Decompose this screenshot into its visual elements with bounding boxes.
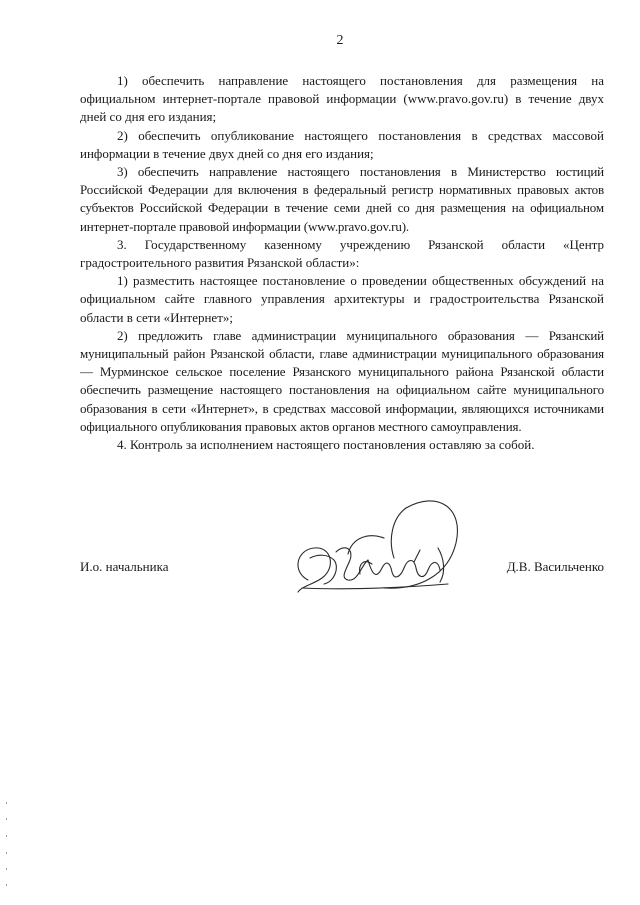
paragraph-ministry-of-justice: 3) обеспечить направление настоящего постановления в Министерство юстиций Российской Федерации для включения в федеральный регистр нормативных правовых актов субъектов Российской Федерации в течение семи дней со дня размещения на официальном интернет-портале правовой информации (www.pravo.gov.ru). [80,164,604,234]
signature-block [80,558,604,578]
document-body [80,72,604,454]
paragraph-item-3: 3. Государственному казенному учреждению Рязанской области «Центр градостроительного развития Рязанской области»: [80,236,604,271]
page-number: 2 [336,33,344,48]
scan-margin-marks [4,800,10,905]
paragraph-publication-portal: 1) обеспечить направление настоящего постановления для размещения на официальном интернет-портале правовой информации (www.pravo.gov.ru) в течение двух дней со дня его издания; [80,73,604,125]
paragraph-publication-media: 2) обеспечить опубликование настоящего постановления в средствах массовой информации в течение двух дней со дня его издания; [80,127,604,161]
handwritten-signature [288,488,468,603]
signatory-title: И.о. начальника [80,559,169,574]
paragraph-post-on-website: 1) разместить настоящее постановление о проведении общественных обсуждений на официальном сайте главного управления архитектуры и градостроительства Рязанской области в сети «Интернет»; [80,273,604,325]
paragraph-propose-to-administration: 2) предложить главе администрации муниципального образования — Рязанский муниципальный район Рязанской области, главе администрации муниципального образования — Мурминское сельское поселение Рязанского муниципального района Рязанской области обеспечить размещение настоящего постановления на официальном сайте муниципального образования в сети «Интернет», в средствах массовой информации, являющихся источниками официального опубликования правовых актов органов местного самоуправления. [80,327,604,434]
paragraph-item-4-control: 4. Контроль за исполнением настоящего постановления оставляю за собой. [117,437,535,453]
signatory-name: Д.В. Васильченко [506,559,604,574]
